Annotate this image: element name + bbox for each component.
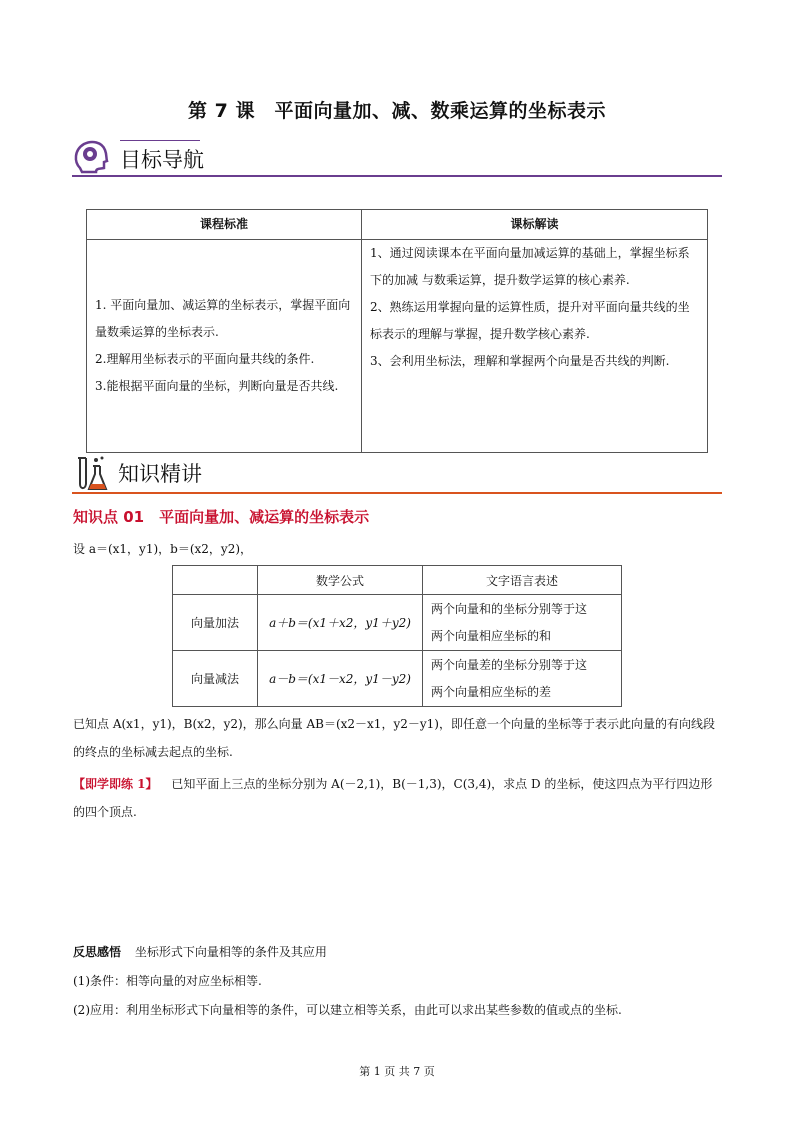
exercise-paragraph	[73, 770, 721, 826]
known-points-paragraph: 已知点 A(x1，y1)，B(x2，y2)，那么向量 AB＝(x2－x1，y2－y1)，即任意一个向量的坐标等于表示此向量的有向线段的终点的坐标减去起点的坐标.	[73, 717, 715, 759]
vec-add-desc	[423, 595, 622, 651]
vec-header-desc: 文字语言表述	[423, 566, 622, 595]
standard-item: 1. 平面向量加、减运算的坐标表示，掌握平面向量数乘运算的坐标表示.	[95, 298, 351, 339]
standard-item: 2.理解用坐标表示的平面向量共线的条件.	[95, 352, 315, 366]
interpretation-item: 1、通过阅读课本在平面向量加减运算的基础上，掌握坐标系下的加减 与数乘运算，提升数学运算的核心素养.	[370, 246, 690, 287]
page-number: 第 1 页 共 7 页	[359, 1065, 435, 1078]
brain-head-icon	[72, 138, 112, 178]
page-title: 第 7 课 平面向量加、减、数乘运算的坐标表示	[188, 100, 606, 122]
vec-sub-name: 向量减法	[173, 651, 258, 707]
knowledge-section-header	[72, 454, 722, 496]
knowledge-label: 知识精讲	[118, 462, 202, 486]
standards-header-left: 课程标准	[87, 210, 362, 240]
interpretation-item: 3、会利用坐标法，理解和掌握两个向量是否共线的判断.	[370, 354, 670, 368]
reflection-title: 反思感悟	[73, 945, 122, 959]
vec-sub-desc-line: 两个向量差的坐标分别等于这	[431, 657, 588, 672]
vec-add-desc-line: 两个向量和的坐标分别等于这	[431, 601, 588, 616]
reflection-block	[73, 938, 733, 1025]
vec-add-formula: a＋b＝(x1＋x2，y1＋y2)	[258, 595, 423, 651]
reflection-item: (2)应用：利用坐标形式下向量相等的条件，可以建立相等关系，由此可以求出某些参数的值或点的坐标.	[73, 1003, 622, 1017]
vec-add-desc-line: 两个向量相应坐标的和	[431, 628, 552, 643]
knowledge-point-title: 知识点 01 平面向量加、减运算的坐标表示	[73, 508, 370, 526]
goals-label: 目标导航	[120, 148, 204, 172]
exercise-tag: 【即学即练 1】	[73, 777, 158, 791]
vec-sub-formula: a－b＝(x1－x2，y1－y2)	[258, 651, 423, 707]
exercise-text: 已知平面上三点的坐标分别为 A(－2,1)，B(－1,3)，C(3,4)，求点 D 的坐标，使这四点为平行四边形的四个顶点.	[73, 777, 713, 819]
standards-header-right: 课标解读	[362, 210, 708, 240]
vec-add-name: 向量加法	[173, 595, 258, 651]
flask-icon	[72, 454, 112, 494]
knowledge-divider	[72, 492, 722, 494]
reflection-subtitle: 坐标形式下向量相等的条件及其应用	[134, 945, 327, 959]
vec-header-blank	[173, 566, 258, 595]
reflection-heading	[73, 938, 733, 967]
interpretation-item: 2、熟练运用掌握向量的运算性质，提升对平面向量共线的坐标表示的理解与掌握，提升数学核心素养.	[370, 300, 690, 341]
standards-right-cell	[362, 240, 708, 453]
vec-sub-desc-line: 两个向量相应坐标的差	[431, 684, 552, 699]
vector-definition: 设 a＝(x1，y1)，b＝(x2，y2)，	[73, 542, 253, 556]
vec-header-formula: 数学公式	[258, 566, 423, 595]
goals-accent-line	[120, 140, 200, 141]
standards-table	[86, 209, 708, 453]
vec-sub-desc	[423, 651, 622, 707]
standard-item: 3.能根据平面向量的坐标，判断向量是否共线.	[95, 379, 339, 393]
vector-ops-table	[172, 565, 622, 707]
standards-left-cell	[87, 240, 362, 453]
goals-divider	[72, 175, 722, 177]
reflection-item: (1)条件：相等向量的对应坐标相等.	[73, 974, 262, 988]
goals-section-header	[72, 136, 722, 180]
